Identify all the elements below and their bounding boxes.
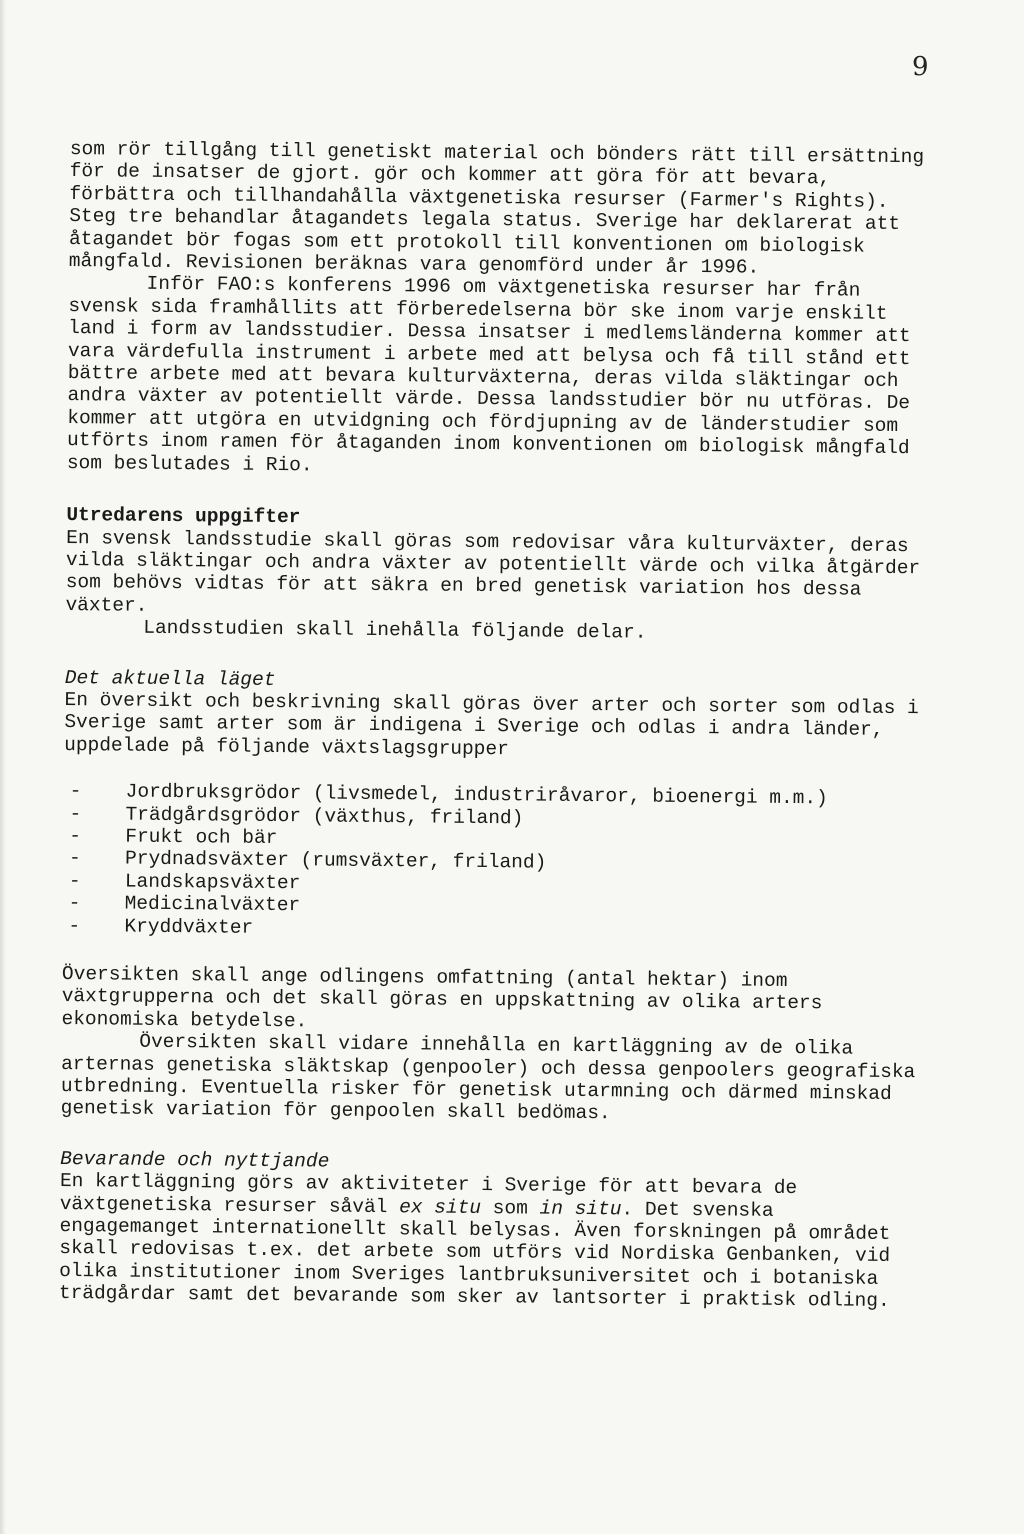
list-item-text: Trädgårdsgrödor (växthus, friland) <box>125 803 524 829</box>
list-marker: - <box>69 824 82 848</box>
list-item-text: Medicinalväxter <box>124 892 301 917</box>
in-situ-term: in situ <box>539 1197 622 1220</box>
list-item-text: Kryddväxter <box>124 915 254 939</box>
list-marker: - <box>68 914 81 937</box>
list-marker: - <box>69 780 82 803</box>
intro-paragraph-1: som rör tillgång till genetiskt material och bönders rätt till ersättning för de insatser de gjort. gör och kommer att göra för att bevara, förbättra och tillhandahålla växtgenetiska resurser (Farmer's Rights). Steg tre behandlar åtagandets legala status. Sverige har deklarerat att åtagandet bör fogas som ett protokoll till konventionen om biologisk mångfald. Revisionen beräknas vara genomförd under år 1996. <box>68 138 936 279</box>
list-item-text: Frukt och bär <box>125 825 278 849</box>
list-marker: - <box>68 847 81 870</box>
crop-group-list <box>62 780 923 945</box>
bevarande-text-b: som <box>480 1196 540 1220</box>
list-item-text: Prydnadsväxter (rumsväxter, friland) <box>124 847 547 874</box>
list-marker: - <box>68 892 81 915</box>
bevarande-paragraph-1 <box>59 1170 920 1313</box>
list-item-text: Landskapsväxter <box>124 870 301 895</box>
utredaren-paragraph-2: Landsstudien skall inehålla följande delar. <box>143 616 647 644</box>
scan-edge <box>0 0 6 1534</box>
list-marker: - <box>69 802 82 825</box>
page-number: 9 <box>912 52 929 82</box>
utredaren-paragraph-1: En svensk landsstudie skall göras som redovisar våra kulturväxter, deras vilda släktingar och andra växter av potentiellt värde och vilka åtgärder som behövs vidtas för att säkra en bred genetisk variation hos dessa växter. <box>65 526 932 617</box>
intro-paragraph-2: Inför FAO:s konferens 1996 om växtgenetiska resurser har från svensk sida framhållits att förberedelserna bör ske inom varje enskilt land i form av landsstudier. Dessa insatser i medlemsländerna kommer att vara värdefulla instrument i arbete med att belysa och få till stånd ett bättre arbete med att bevara kulturväxterna, deras vilda släktingar och andra växter av potentiellt värde. Dessa landsstudier bör nu utföras. De kommer att utgöra en utvidgning och fördjupning av de länderstudier som utförts inom ramen för åtaganden inom konventionen om biologisk mångfald som beslutades i Rio. <box>66 273 923 477</box>
list-marker: - <box>68 869 81 892</box>
bevarande-text-a: En kartläggning görs av aktiviteter i Sverige för att bevara de växtgenetiska resurser såväl <box>59 1170 809 1218</box>
bevarande-text-c: . Det svenska engagemanget internationellt skall belysas. Även forskningen på området skall redovisas t.ex. det arbete som utförs vid Nordiska Genbanken, vid olika institutioner inom Sveriges lantbruksuniversitet och i botaniska trädgårdar samt det bevarande som sker av lantsorter i praktisk odling. <box>58 1197 903 1313</box>
document-body <box>58 138 936 1313</box>
laget-paragraph-1: En översikt och beskrivning skall göras över arter och sorter som odlas i Sverige samt arter som är indigena i Sverige och odlas i andra länder, uppdelade på följande växtslagsgrupper <box>64 688 931 760</box>
section-heading-utredaren: Utredarens uppgifter <box>66 504 301 529</box>
laget-paragraph-2: Översikten skall ange odlingens omfattning (antal hektar) inom växtgrupperna och det skall göras en uppskattning av olika arters ekonomiska betydelse. <box>61 962 835 1033</box>
list-item-text: Jordbruksgrödor (livsmedel, industriråvaror, bioenergi m.m.) <box>125 780 828 810</box>
ex-situ-term: ex situ <box>399 1195 482 1219</box>
laget-paragraph-3: Översikten skall vidare innehålla en kartläggning av de olika arternas genetiska släktskap (genpooler) och dessa genpoolers geografiska utbredning. Eventuella risker för genetisk utarmning och därmed minskad genetisk variation för genpoolen skall bedömas. <box>60 1030 928 1125</box>
section-heading-bevarande: Bevarande och nyttjande <box>60 1147 330 1173</box>
section-heading-laget: Det aktuella läget <box>64 666 276 691</box>
